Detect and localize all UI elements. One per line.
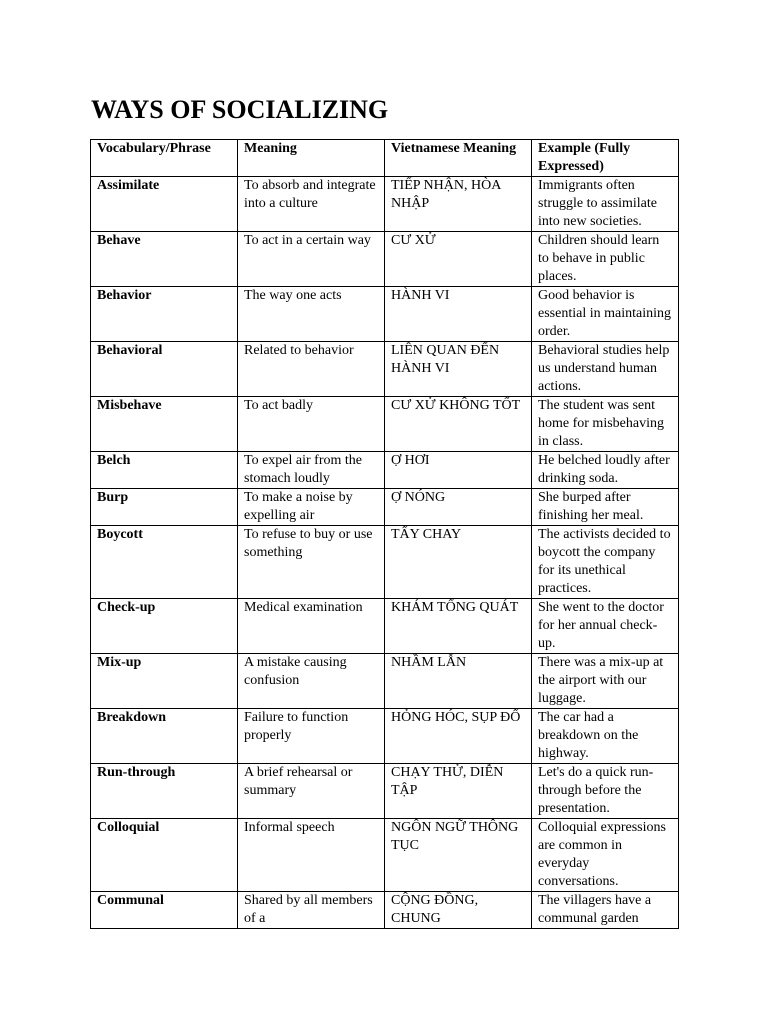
header-vocabulary: Vocabulary/Phrase (91, 140, 238, 177)
table-row (91, 287, 679, 342)
cell-example: The student was sent home for misbehaving in class. (532, 397, 679, 452)
cell-word: Colloquial (91, 819, 238, 892)
cell-example: She went to the doctor for her annual check-up. (532, 599, 679, 654)
cell-word: Burp (91, 489, 238, 526)
table-row (91, 489, 679, 526)
cell-example: The car had a breakdown on the highway. (532, 709, 679, 764)
cell-meaning: Failure to function properly (238, 709, 385, 764)
table-row (91, 452, 679, 489)
cell-meaning: A brief rehearsal or summary (238, 764, 385, 819)
table-row (91, 397, 679, 452)
cell-vietnamese: Ợ NÓNG (385, 489, 532, 526)
cell-vietnamese: CHẠY THỬ, DIỄN TẬP (385, 764, 532, 819)
cell-meaning: Informal speech (238, 819, 385, 892)
table-row (91, 764, 679, 819)
cell-meaning: Medical examination (238, 599, 385, 654)
table-row (91, 526, 679, 599)
cell-example: Colloquial expressions are common in everyday conversations. (532, 819, 679, 892)
cell-vietnamese: CỘNG ĐỒNG, CHUNG (385, 892, 532, 929)
cell-word: Boycott (91, 526, 238, 599)
cell-example: Good behavior is essential in maintaining order. (532, 287, 679, 342)
cell-example: There was a mix-up at the airport with our luggage. (532, 654, 679, 709)
header-vietnamese-meaning: Vietnamese Meaning (385, 140, 532, 177)
cell-word: Behavioral (91, 342, 238, 397)
table-row (91, 342, 679, 397)
header-meaning: Meaning (238, 140, 385, 177)
cell-vietnamese: KHÁM TỔNG QUÁT (385, 599, 532, 654)
cell-example: She burped after finishing her meal. (532, 489, 679, 526)
cell-example: The activists decided to boycott the company for its unethical practices. (532, 526, 679, 599)
cell-word: Behave (91, 232, 238, 287)
table-row (91, 599, 679, 654)
cell-example: Behavioral studies help us understand human actions. (532, 342, 679, 397)
table-row (91, 892, 679, 929)
table-row (91, 709, 679, 764)
cell-vietnamese: HÀNH VI (385, 287, 532, 342)
cell-word: Assimilate (91, 177, 238, 232)
cell-vietnamese: Ợ HƠI (385, 452, 532, 489)
cell-vietnamese: LIÊN QUAN ĐẾN HÀNH VI (385, 342, 532, 397)
table-row (91, 232, 679, 287)
cell-example: Immigrants often struggle to assimilate into new societies. (532, 177, 679, 232)
cell-meaning: To expel air from the stomach loudly (238, 452, 385, 489)
cell-vietnamese: NHẦM LẪN (385, 654, 532, 709)
cell-word: Misbehave (91, 397, 238, 452)
cell-meaning: To act in a certain way (238, 232, 385, 287)
cell-word: Breakdown (91, 709, 238, 764)
cell-example: Let's do a quick run-through before the presentation. (532, 764, 679, 819)
cell-meaning: To make a noise by expelling air (238, 489, 385, 526)
cell-example: The villagers have a communal garden (532, 892, 679, 929)
table-row (91, 177, 679, 232)
page-title: WAYS OF SOCIALIZING (91, 95, 389, 124)
cell-word: Check-up (91, 599, 238, 654)
cell-word: Belch (91, 452, 238, 489)
cell-meaning: To refuse to buy or use something (238, 526, 385, 599)
cell-example: He belched loudly after drinking soda. (532, 452, 679, 489)
header-example: Example (Fully Expressed) (532, 140, 679, 177)
table-row (91, 819, 679, 892)
cell-word: Mix-up (91, 654, 238, 709)
cell-meaning: Related to behavior (238, 342, 385, 397)
cell-vietnamese: TẨY CHAY (385, 526, 532, 599)
cell-word: Behavior (91, 287, 238, 342)
cell-vietnamese: NGÔN NGỮ THÔNG TỤC (385, 819, 532, 892)
cell-vietnamese: CƯ XỬ (385, 232, 532, 287)
cell-vietnamese: CƯ XỬ KHÔNG TỐT (385, 397, 532, 452)
vocabulary-table (90, 139, 679, 929)
cell-word: Communal (91, 892, 238, 929)
cell-example: Children should learn to behave in public places. (532, 232, 679, 287)
cell-meaning: To act badly (238, 397, 385, 452)
cell-meaning: To absorb and integrate into a culture (238, 177, 385, 232)
cell-meaning: The way one acts (238, 287, 385, 342)
cell-word: Run-through (91, 764, 238, 819)
cell-meaning: Shared by all members of a (238, 892, 385, 929)
cell-vietnamese: TIẾP NHẬN, HÒA NHẬP (385, 177, 532, 232)
table-header-row (91, 140, 679, 177)
cell-meaning: A mistake causing confusion (238, 654, 385, 709)
table-row (91, 654, 679, 709)
cell-vietnamese: HỎNG HÓC, SỤP ĐỔ (385, 709, 532, 764)
